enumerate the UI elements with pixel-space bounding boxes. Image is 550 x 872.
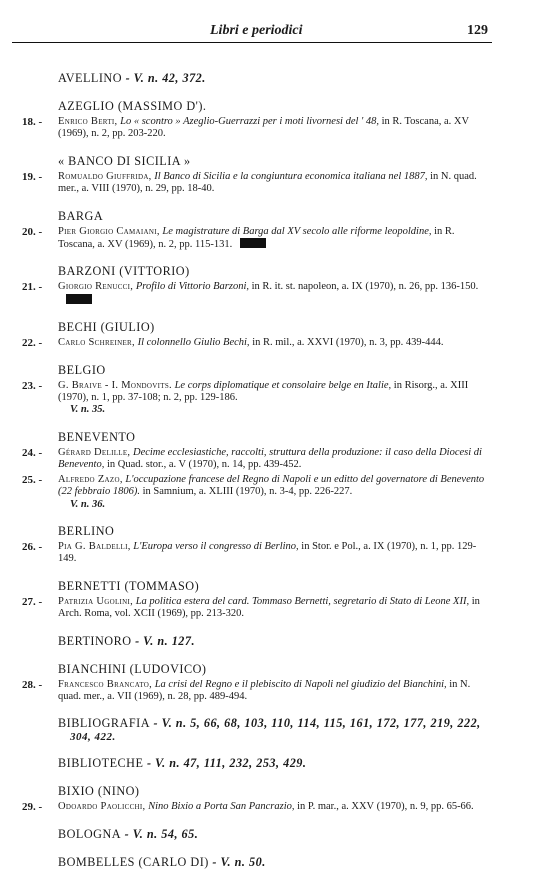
entry-cross-reference: V. n. 36. <box>70 498 106 510</box>
entry-title: Decime ecclesiastiche, raccolti, struttura della produzione: il caso della Diocesi di Benevento, <box>58 446 482 471</box>
entry-author: G. Braive - I. Mondovits. <box>58 379 172 391</box>
heading-name: BIXIO (NINO) <box>58 784 140 799</box>
entry-number: 22. - <box>22 337 43 350</box>
entry-citation: in N. quad. mer., a. VIII (1970), n. 29, pp. 18-40. <box>58 170 477 195</box>
entry-number: 19. - <box>22 170 43 183</box>
entry-author: Carlo Schreiner, <box>58 337 135 349</box>
page-header <box>12 20 492 43</box>
entry-citation: in Risorg., a. XIII (1970), n. 1, pp. 37-108; n. 2, pp. 129-186. <box>58 379 469 404</box>
index-heading <box>22 855 492 870</box>
redaction-mark <box>66 294 92 304</box>
entry-author: Patrizia Ugolini, <box>58 595 134 607</box>
index-heading <box>22 430 492 445</box>
index-body <box>22 58 492 872</box>
entry-citation: in Stor. e Pol., a. IX (1970), n. 1, pp. 129-149. <box>58 540 477 565</box>
heading-reference: - V. n. 127. <box>131 633 196 648</box>
page-number: 129 <box>467 23 488 38</box>
bibliography-entry <box>22 226 492 252</box>
index-heading <box>22 827 492 842</box>
index-heading <box>22 71 492 86</box>
entry-citation: in R. Toscana, a. XV (1969), n. 2, pp. 115-131. <box>58 225 455 251</box>
bibliography-entry <box>22 541 492 566</box>
entry-number: 25. - <box>22 473 43 486</box>
index-heading <box>22 634 492 649</box>
entry-author: Pia G. Baldelli, <box>58 540 131 552</box>
entry-author: Pier Giorgio Camaiani, <box>58 225 160 237</box>
entry-number: 28. - <box>22 678 43 691</box>
heading-reference: - V. n. 5, 66, 68, 103, 110, 114, 115, 161, 172, 177, 219, 222, <box>150 716 481 731</box>
heading-name: « BANCO DI SICILIA » <box>58 153 191 168</box>
heading-name: BELGIO <box>58 362 106 377</box>
heading-reference: - V. n. 47, 111, 232, 253, 429. <box>143 756 307 771</box>
index-heading <box>22 784 492 799</box>
entry-author: Gérard Delille, <box>58 446 131 458</box>
entry-citation: in N. quad. mer., a. VII (1969), n. 28, pp. 489-494. <box>58 678 471 702</box>
entry-number: 23. - <box>22 379 43 392</box>
entry-number: 24. - <box>22 446 43 459</box>
heading-name: BOLOGNA <box>58 826 122 841</box>
heading-name: BIANCHINI (LUDOVICO) <box>58 661 207 676</box>
redaction-mark <box>240 238 266 248</box>
entry-cross-reference: V. n. 35. <box>70 404 106 416</box>
entry-author: Giorgio Renucci, <box>58 281 134 293</box>
bibliography-entry <box>22 447 492 472</box>
heading-name: BIBLIOTECHE <box>58 756 144 771</box>
entry-number: 26. - <box>22 540 43 553</box>
heading-name: BARZONI (VITTORIO) <box>58 264 190 279</box>
heading-name: AVELLINO <box>58 71 123 85</box>
entry-number: 18. - <box>22 116 43 128</box>
bibliography-entry <box>22 337 492 349</box>
entry-title: La crisi del Regno e il plebiscito di Napoli nel giudizio del Bianchini, <box>154 678 447 690</box>
running-title: Libri e periodici <box>210 23 303 38</box>
index-heading <box>22 524 492 539</box>
entry-citation: in Arch. Roma, vol. XCII (1969), pp. 213-320. <box>58 595 480 620</box>
entry-number: 21. - <box>22 281 43 294</box>
entry-title: Profilo di Vittorio Barzoni, <box>135 281 250 293</box>
entry-title: Il Banco di Sicilia e la congiuntura economica italiana nel 1887, <box>154 170 428 182</box>
heading-reference: - V. n. 50. <box>208 854 266 869</box>
bibliography-entry <box>22 171 492 196</box>
heading-reference: - V. n. 54, 65. <box>121 826 199 841</box>
heading-name: BERTINORO <box>58 633 132 648</box>
entry-citation: in Quad. stor., a. V (1970), n. 14, pp. 439-452. <box>106 459 302 471</box>
heading-name: BERNETTI (TOMMASO) <box>58 578 200 593</box>
heading-name: AZEGLIO (MASSIMO D'). <box>58 99 207 113</box>
entry-author: Enrico Berti, <box>58 116 118 127</box>
bibliography-entry <box>22 474 492 511</box>
bibliography-entry <box>22 679 492 704</box>
entry-author: Francesco Brancato, <box>58 678 153 690</box>
index-heading <box>22 209 492 224</box>
entry-title: Le magistrature di Barga dal XV secolo alle riforme leopoldine, <box>162 225 432 237</box>
entry-author: Alfredo Zazo, <box>58 473 123 485</box>
heading-name: BARGA <box>58 208 104 223</box>
index-heading <box>22 363 492 378</box>
entry-number: 20. - <box>22 225 43 238</box>
entry-citation: in R. Toscana, a. XV (1969), n. 2, pp. 203-220. <box>58 116 469 140</box>
heading-reference-continued: 304, 422. <box>70 731 116 744</box>
index-heading <box>22 154 492 169</box>
bibliography-entry <box>22 596 492 621</box>
entry-citation: in P. mar., a. XXV (1970), n. 9, pp. 65-66. <box>297 801 474 813</box>
index-heading <box>22 579 492 594</box>
bibliography-entry <box>22 380 492 417</box>
entry-title: Le corps diplomatique et consolaire belge en Italie, <box>174 379 392 391</box>
heading-name: BERLINO <box>58 523 115 538</box>
entry-citation: in Samnium, a. XLIII (1970), n. 3-4, pp. 226-227. <box>142 486 353 498</box>
heading-reference: - V. n. 42, 372. <box>122 71 206 85</box>
entry-title: L'occupazione francese del Regno di Napoli e un editto del governatore di Benevento (22 febbraio 1806). <box>58 473 485 498</box>
entry-number: 27. - <box>22 595 43 608</box>
entry-author: Romualdo Giuffrida, <box>58 170 152 182</box>
index-heading <box>22 264 492 279</box>
entry-number: 29. - <box>22 801 43 814</box>
entry-title: Il colonnello Giulio Bechi, <box>137 337 250 349</box>
bibliography-entry <box>22 281 492 307</box>
bibliography-entry <box>22 116 492 141</box>
entry-author: Odoardo Paolicchi, <box>58 801 146 813</box>
heading-name: BECHI (GIULIO) <box>58 320 155 335</box>
heading-name: BENEVENTO <box>58 429 136 444</box>
entry-title: L'Europa verso il congresso di Berlino, <box>133 540 299 552</box>
index-heading <box>22 662 492 677</box>
bibliography-entry <box>22 801 492 813</box>
index-heading <box>22 320 492 335</box>
entry-citation: in R. mil., a. XXVI (1970), n. 3, pp. 439-444. <box>252 337 444 349</box>
entry-title: La politica estera del card. Tommaso Bernetti, segretario di Stato di Leone XII, <box>135 595 470 607</box>
entry-citation: in R. it. st. napoleon, a. IX (1970), n. 26, pp. 136-150. <box>251 281 479 293</box>
index-heading <box>22 716 492 743</box>
entry-title: Lo « scontro » Azeglio-Guerrazzi per i moti livornesi del ' 48, <box>120 116 380 127</box>
heading-name: BOMBELLES (CARLO DI) <box>58 854 209 869</box>
entry-title: Nino Bixio a Porta San Pancrazio, <box>148 801 295 813</box>
heading-name: BIBLIOGRAFIA <box>58 716 150 731</box>
index-heading <box>22 99 492 114</box>
index-heading <box>22 756 492 771</box>
